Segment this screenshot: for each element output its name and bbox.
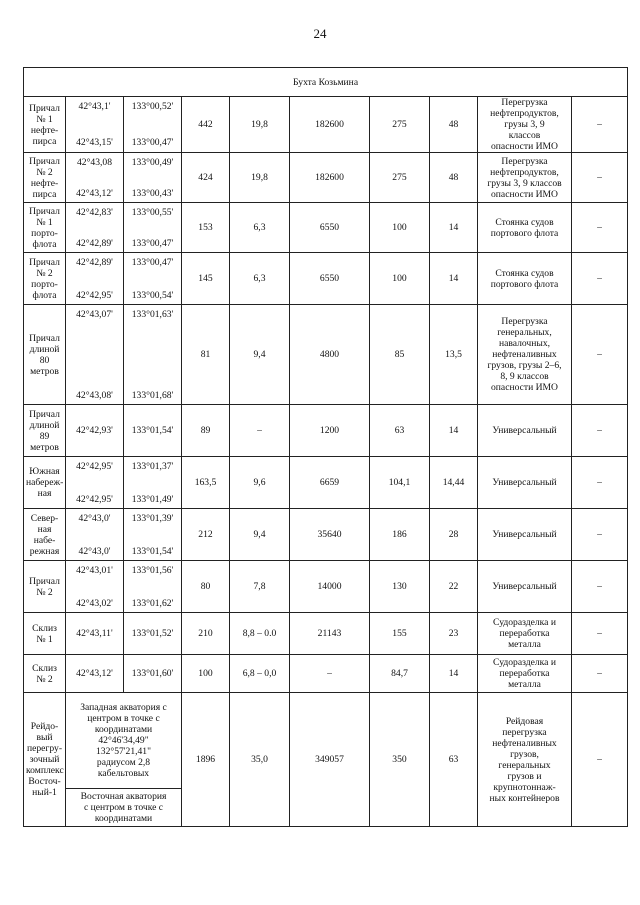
latitude-line: 42°43,02' xyxy=(76,597,113,609)
longitude xyxy=(124,405,182,457)
depth-value: 6,3 xyxy=(230,253,290,305)
area-east-description-line: Восточная акватория xyxy=(80,791,167,802)
longitude xyxy=(124,457,182,509)
port-berths-table xyxy=(23,67,628,827)
latitude-line: 42°43,11' xyxy=(76,628,113,639)
vessel-draft-value: 13,5 xyxy=(430,305,478,405)
berth-name-line: зочный xyxy=(29,754,60,765)
purpose-line: грузы 3, 9 xyxy=(504,119,545,130)
berth-name-line: флота xyxy=(32,238,57,250)
note: – xyxy=(572,613,628,655)
latitude-line: 42°43,15' xyxy=(76,137,113,148)
longitude xyxy=(124,305,182,405)
berth-name-line: Причал xyxy=(29,575,60,587)
depth-value: 9,4 xyxy=(230,305,290,405)
berth-name-line: Север- xyxy=(30,512,59,524)
purpose-line: переработка xyxy=(499,628,550,639)
note: – xyxy=(572,253,628,305)
length-value: 212 xyxy=(182,509,230,561)
note: – xyxy=(572,153,628,203)
purpose-line: грузов и xyxy=(507,770,542,782)
length-value: 210 xyxy=(182,613,230,655)
purpose-line: Рейдовая xyxy=(505,715,544,727)
latitude-line: 42°42,89' xyxy=(76,237,113,249)
note: – xyxy=(572,405,628,457)
purpose xyxy=(478,457,572,509)
berth-name-line: Рейдо- xyxy=(30,721,59,732)
purpose-line: грузов, грузы 2–6, xyxy=(487,360,562,371)
length-value: 153 xyxy=(182,203,230,253)
purpose-line: Универсальный xyxy=(492,477,557,488)
purpose-line: нефтепродуктов, xyxy=(490,166,559,178)
berth-name xyxy=(24,561,66,613)
purpose-line: портового флота xyxy=(490,278,559,290)
latitude-line: 42°43,08' xyxy=(76,389,113,401)
purpose-line: Перегрузка xyxy=(501,97,548,108)
berth-name-line: Причал xyxy=(29,102,60,114)
latitude-line: 42°42,95' xyxy=(76,289,113,301)
longitude xyxy=(124,655,182,693)
latitude xyxy=(66,305,124,405)
note: – xyxy=(572,97,628,153)
table-row xyxy=(24,561,628,613)
area-west-description-line: координатами xyxy=(94,724,153,735)
longitude-line: 133°00,47' xyxy=(131,237,174,249)
area-east-description xyxy=(66,789,182,827)
vessel-length-value: 350 xyxy=(370,693,430,827)
purpose-line: ных контейнеров xyxy=(489,792,560,804)
purpose-line: Перегрузка xyxy=(501,155,548,167)
vessel-draft-value: 48 xyxy=(430,153,478,203)
table-row xyxy=(24,655,628,693)
latitude-line: 42°42,83' xyxy=(76,206,113,218)
depth-value: 6,8 – 0,0 xyxy=(230,655,290,693)
vessel-length-value: 100 xyxy=(370,203,430,253)
berth-name-line: набереж- xyxy=(26,477,64,488)
table-row xyxy=(24,253,628,305)
latitude xyxy=(66,405,124,457)
longitude xyxy=(124,613,182,655)
length-value: 81 xyxy=(182,305,230,405)
purpose-line: опасности ИМО xyxy=(491,141,558,152)
purpose xyxy=(478,305,572,405)
latitude-line: 42°43,12' xyxy=(76,187,113,199)
length-value: 89 xyxy=(182,405,230,457)
area-east-description-line: с центром в точке с xyxy=(83,802,164,813)
berth-name-line: пирса xyxy=(32,188,57,200)
longitude-line: 133°00,54' xyxy=(131,289,174,301)
note: – xyxy=(572,305,628,405)
purpose-line: Универсальный xyxy=(492,529,557,540)
purpose-line: грузов, xyxy=(510,748,539,760)
berth-name xyxy=(24,203,66,253)
berth-name xyxy=(24,509,66,561)
vessel-length-value: 130 xyxy=(370,561,430,613)
berth-name-line: перегру- xyxy=(26,743,63,754)
vessel-length-value: 104,1 xyxy=(370,457,430,509)
longitude-line: 133°01,56' xyxy=(131,564,174,576)
berth-name-line: № 1 xyxy=(36,113,53,125)
area-west-description-line: 42°46'34,49" xyxy=(98,735,149,746)
berth-name-line: порто- xyxy=(31,227,58,239)
depth-value: 7,8 xyxy=(230,561,290,613)
capacity-value: 1200 xyxy=(290,405,370,457)
purpose xyxy=(478,153,572,203)
purpose-line: Перегрузка xyxy=(501,316,548,327)
purpose-line: классов xyxy=(508,130,541,141)
berth-name-line: набе- xyxy=(33,534,56,546)
section-header-row xyxy=(24,68,628,97)
purpose-line: Стоянка судов xyxy=(495,267,554,279)
berth-name-line: длиной xyxy=(29,343,60,355)
latitude-line: 42°43,07' xyxy=(76,308,113,320)
berth-name-line: флота xyxy=(32,289,57,301)
purpose xyxy=(478,97,572,153)
capacity-value: 4800 xyxy=(290,305,370,405)
last-row-body xyxy=(24,693,628,827)
berth-name-line: Причал xyxy=(29,205,60,217)
purpose-line: нефтеналивных xyxy=(492,349,557,360)
latitude-line: 42°43,0' xyxy=(78,512,111,524)
area-west-description-line: 132°57'21,41" xyxy=(95,746,152,757)
capacity-value: 21143 xyxy=(290,613,370,655)
latitude xyxy=(66,613,124,655)
berth-name-line: Причал xyxy=(29,256,60,268)
purpose-line: Судоразделка и xyxy=(493,617,556,628)
depth-value: 19,8 xyxy=(230,153,290,203)
table-row xyxy=(24,509,628,561)
purpose-line: опасности ИМО xyxy=(491,188,558,200)
vessel-draft-value: 14,44 xyxy=(430,457,478,509)
latitude-line: 42°43,01' xyxy=(76,564,113,576)
purpose-line: перегрузка xyxy=(502,726,547,738)
longitude-line: 133°01,39' xyxy=(131,512,174,524)
capacity-value: 6659 xyxy=(290,457,370,509)
longitude xyxy=(124,509,182,561)
purpose-line: навалочных, xyxy=(498,338,551,349)
latitude xyxy=(66,561,124,613)
capacity-value: 6550 xyxy=(290,253,370,305)
longitude-line: 133°00,52' xyxy=(131,101,174,112)
latitude-line: 42°42,95' xyxy=(76,460,113,472)
longitude-line: 133°00,49' xyxy=(131,156,174,168)
capacity-value: 349057 xyxy=(290,693,370,827)
berth-name-line: метров xyxy=(30,365,59,377)
latitude xyxy=(66,457,124,509)
vessel-draft-value: 14 xyxy=(430,253,478,305)
depth-value: – xyxy=(230,405,290,457)
area-west-description-line: Западная акватория с xyxy=(80,702,167,713)
purpose xyxy=(478,693,572,827)
longitude xyxy=(124,253,182,305)
purpose-line: генеральных xyxy=(498,759,551,771)
berth-name-line: 89 xyxy=(39,430,50,442)
vessel-draft-value: 63 xyxy=(430,693,478,827)
capacity-value: 14000 xyxy=(290,561,370,613)
purpose-line: грузы 3, 9 классов xyxy=(487,177,562,189)
berth-name-line: ная xyxy=(37,523,52,535)
length-value: 442 xyxy=(182,97,230,153)
area-west-description-line: кабельтовых xyxy=(97,768,150,779)
purpose xyxy=(478,561,572,613)
table-row xyxy=(24,97,628,153)
purpose xyxy=(478,203,572,253)
berth-name xyxy=(24,693,66,827)
purpose-line: нефтеналивных xyxy=(492,737,557,749)
vessel-draft-value: 14 xyxy=(430,655,478,693)
capacity-value: 182600 xyxy=(290,153,370,203)
latitude-line: 42°43,12' xyxy=(76,668,113,679)
berth-name-line: нефте- xyxy=(30,177,59,189)
purpose-line: крупнотоннаж- xyxy=(493,781,556,793)
longitude-line: 133°01,54' xyxy=(131,425,174,436)
berth-name xyxy=(24,613,66,655)
purpose-line: портового флота xyxy=(490,227,559,239)
length-value: 100 xyxy=(182,655,230,693)
berth-name-line: № 2 xyxy=(36,166,53,178)
longitude-line: 133°00,47' xyxy=(131,137,174,148)
berth-name xyxy=(24,253,66,305)
longitude xyxy=(124,203,182,253)
latitude xyxy=(66,253,124,305)
longitude-line: 133°01,49' xyxy=(131,493,174,505)
vessel-length-value: 100 xyxy=(370,253,430,305)
berth-name-line: ный-1 xyxy=(32,787,57,798)
length-value: 163,5 xyxy=(182,457,230,509)
berth-name xyxy=(24,153,66,203)
latitude xyxy=(66,153,124,203)
berth-name-line: Причал xyxy=(29,408,60,420)
berth-name-line: нефте- xyxy=(30,124,59,136)
table-row xyxy=(24,153,628,203)
latitude xyxy=(66,97,124,153)
table-row xyxy=(24,693,628,789)
berth-name-line: комплекс xyxy=(26,765,64,776)
longitude xyxy=(124,97,182,153)
purpose xyxy=(478,613,572,655)
table-row xyxy=(24,305,628,405)
purpose-line: Универсальный xyxy=(492,425,557,436)
purpose-line: металла xyxy=(508,679,541,690)
berth-name-line: № 1 xyxy=(36,633,53,645)
longitude xyxy=(124,561,182,613)
berth-name-line: Причал xyxy=(29,332,60,344)
purpose-line: генеральных, xyxy=(497,327,552,338)
vessel-length-value: 186 xyxy=(370,509,430,561)
depth-value: 19,8 xyxy=(230,97,290,153)
purpose xyxy=(478,253,572,305)
berth-name-line: Причал xyxy=(29,155,60,167)
purpose-line: нефтепродуктов, xyxy=(490,108,559,119)
berth-name-line: Восточ- xyxy=(28,776,61,787)
berth-name-line: пирса xyxy=(32,135,57,147)
note: – xyxy=(572,457,628,509)
vessel-draft-value: 23 xyxy=(430,613,478,655)
area-west-description xyxy=(66,693,182,789)
capacity-value: 6550 xyxy=(290,203,370,253)
table-body xyxy=(24,97,628,693)
vessel-draft-value: 14 xyxy=(430,405,478,457)
length-value: 1896 xyxy=(182,693,230,827)
berth-name-line: метров xyxy=(30,441,59,453)
berth-name xyxy=(24,97,66,153)
longitude-line: 133°00,43' xyxy=(131,187,174,199)
longitude-line: 133°01,54' xyxy=(131,545,174,557)
depth-value: 6,3 xyxy=(230,203,290,253)
latitude xyxy=(66,509,124,561)
latitude xyxy=(66,203,124,253)
berth-name-line: длиной xyxy=(29,419,60,431)
latitude-line: 42°42,89' xyxy=(76,256,113,268)
purpose-line: Универсальный xyxy=(492,581,557,592)
vessel-draft-value: 22 xyxy=(430,561,478,613)
vessel-length-value: 275 xyxy=(370,97,430,153)
depth-value: 35,0 xyxy=(230,693,290,827)
berth-name-line: ная xyxy=(37,488,52,499)
longitude-line: 133°01,37' xyxy=(131,460,174,472)
area-west-description-line: центром в точке с xyxy=(87,713,160,724)
berth-name xyxy=(24,305,66,405)
berth-name-line: № 2 xyxy=(36,267,53,279)
berth-name-line: Южная xyxy=(29,466,60,477)
berth-name-line: Склиз xyxy=(32,662,57,674)
purpose-line: Судоразделка и xyxy=(493,657,556,668)
length-value: 145 xyxy=(182,253,230,305)
longitude xyxy=(124,153,182,203)
vessel-draft-value: 28 xyxy=(430,509,478,561)
berth-name xyxy=(24,457,66,509)
depth-value: 9,4 xyxy=(230,509,290,561)
latitude-line: 42°43,1' xyxy=(78,101,111,112)
area-west-description-line: радиусом 2,8 xyxy=(96,757,151,768)
longitude-line: 133°01,63' xyxy=(131,308,174,320)
table-row xyxy=(24,457,628,509)
vessel-length-value: 155 xyxy=(370,613,430,655)
vessel-draft-value: 14 xyxy=(430,203,478,253)
purpose-line: опасности ИМО xyxy=(491,382,558,393)
berth-name-line: вый xyxy=(36,732,53,743)
berth-name-line: порто- xyxy=(31,278,58,290)
longitude-line: 133°00,55' xyxy=(131,206,174,218)
berth-name-line: Склиз xyxy=(32,622,57,634)
depth-value: 9,6 xyxy=(230,457,290,509)
vessel-length-value: 275 xyxy=(370,153,430,203)
length-value: 424 xyxy=(182,153,230,203)
latitude-line: 42°42,95' xyxy=(76,493,113,505)
table-row xyxy=(24,405,628,457)
berth-name-line: № 1 xyxy=(36,216,53,228)
note: – xyxy=(572,203,628,253)
purpose-line: 8, 9 классов xyxy=(500,371,549,382)
purpose-line: металла xyxy=(508,639,541,650)
longitude-line: 133°01,62' xyxy=(131,597,174,609)
purpose xyxy=(478,405,572,457)
vessel-length-value: 63 xyxy=(370,405,430,457)
berth-name-line: 80 xyxy=(39,354,50,366)
capacity-value: 35640 xyxy=(290,509,370,561)
berth-name xyxy=(24,405,66,457)
note: – xyxy=(572,655,628,693)
latitude-line: 42°42,93' xyxy=(76,425,113,436)
section-title: Бухта Козьмина xyxy=(24,68,628,97)
longitude-line: 133°01,52' xyxy=(131,628,174,639)
longitude-line: 133°01,60' xyxy=(131,668,174,679)
capacity-value: – xyxy=(290,655,370,693)
purpose-line: переработка xyxy=(499,668,550,679)
longitude-line: 133°00,47' xyxy=(131,256,174,268)
vessel-length-value: 84,7 xyxy=(370,655,430,693)
vessel-draft-value: 48 xyxy=(430,97,478,153)
depth-value: 8,8 – 0.0 xyxy=(230,613,290,655)
longitude-line: 133°01,68' xyxy=(131,389,174,401)
latitude-line: 42°43,08 xyxy=(76,156,113,168)
berth-name-line: режная xyxy=(29,545,60,557)
page-number: 24 xyxy=(313,26,327,41)
note: – xyxy=(572,693,628,827)
note: – xyxy=(572,509,628,561)
note: – xyxy=(572,561,628,613)
table-row xyxy=(24,613,628,655)
purpose-line: Стоянка судов xyxy=(495,216,554,228)
berth-name-line: № 2 xyxy=(36,673,53,685)
area-east-description-line: координатами xyxy=(94,813,153,824)
latitude-line: 42°43,0' xyxy=(78,545,111,557)
latitude xyxy=(66,655,124,693)
length-value: 80 xyxy=(182,561,230,613)
purpose xyxy=(478,655,572,693)
table-row xyxy=(24,203,628,253)
capacity-value: 182600 xyxy=(290,97,370,153)
berth-name-line: № 2 xyxy=(36,586,53,598)
purpose xyxy=(478,509,572,561)
berth-name xyxy=(24,655,66,693)
vessel-length-value: 85 xyxy=(370,305,430,405)
